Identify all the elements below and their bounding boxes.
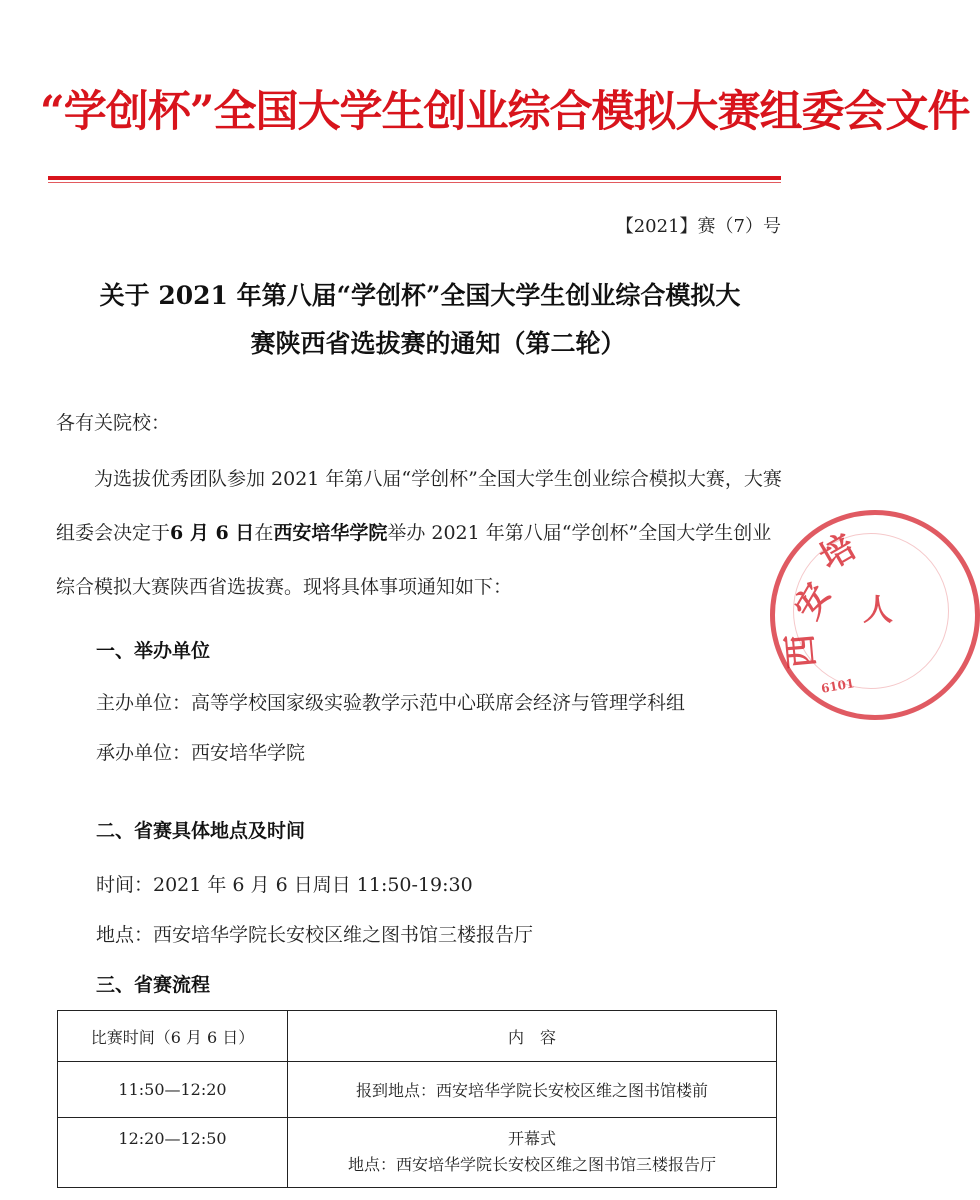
table-cell-content: 报到地点：西安培华学院长安校区维之图书馆楼前 xyxy=(288,1062,777,1118)
seal-char: 西 xyxy=(780,632,823,670)
section-heading-process: 三、省赛流程 xyxy=(96,974,211,996)
section-heading-organizers: 一、举办单位 xyxy=(96,640,211,662)
seal-char: 安 xyxy=(787,576,839,626)
table-row xyxy=(58,1062,777,1118)
seal-code: 6101 xyxy=(820,676,856,696)
red-rule-thin xyxy=(48,182,781,183)
seal-char: 培 xyxy=(813,526,863,579)
intro-date: 6 月 6 日 xyxy=(170,522,255,544)
table-cell-time: 11:50—12:20 xyxy=(58,1062,288,1118)
table-header-row xyxy=(58,1011,777,1062)
masthead-title: “学创杯”全国大学生创业综合模拟大赛组委会文件 xyxy=(40,87,970,137)
table-header-content: 内 容 xyxy=(288,1011,777,1062)
greeting: 各有关院校： xyxy=(56,412,171,434)
table-row xyxy=(58,1118,777,1188)
intro-school: 西安培华学院 xyxy=(273,522,388,544)
intro-text-a: 为选拔优秀团队参加 2021 年第八届“学创杯”全国大学生创业综合模拟大赛，大赛组委会决定于 xyxy=(56,468,782,544)
table-header-time: 比赛时间（6 月 6 日） xyxy=(58,1011,288,1062)
notice-title xyxy=(40,272,800,368)
notice-title-line2: 赛陕西省选拔赛的通知（第二轮） xyxy=(250,329,626,358)
intro-text-b: 在 xyxy=(254,522,274,544)
table-cell-content-line2: 地点：西安培华学院长安校区维之图书馆三楼报告厅 xyxy=(347,1155,716,1174)
host-unit: 主办单位：高等学校国家级实验教学示范中心联席会经济与管理学科组 xyxy=(96,692,686,714)
event-place: 地点：西安培华学院长安校区维之图书馆三楼报告厅 xyxy=(96,924,534,946)
section-heading-venue-time: 二、省赛具体地点及时间 xyxy=(96,820,306,842)
table-cell-content-line1: 开幕式 xyxy=(507,1129,556,1148)
schedule-table xyxy=(57,1010,777,1188)
table-cell-content xyxy=(288,1118,777,1188)
organizer-unit: 承办单位：西安培华学院 xyxy=(96,742,306,764)
red-rule xyxy=(48,176,781,180)
event-time: 时间：2021 年 6 月 6 日周日 11:50-19:30 xyxy=(96,874,473,896)
seal-char: 人 xyxy=(863,593,893,628)
intro-text-c: 举办 2021 年第八届“学创杯”全国大学生创业综合模拟大赛陕西省选拔赛。现将具体事项通知如下： xyxy=(56,522,772,598)
table-cell-time: 12:20—12:50 xyxy=(58,1118,288,1188)
intro-paragraph xyxy=(56,452,786,614)
notice-title-line1: 关于 2021 年第八届“学创杯”全国大学生创业综合模拟大 xyxy=(99,281,741,310)
official-seal xyxy=(770,510,980,720)
document-number: 【2021】赛（7）号 xyxy=(615,216,781,237)
